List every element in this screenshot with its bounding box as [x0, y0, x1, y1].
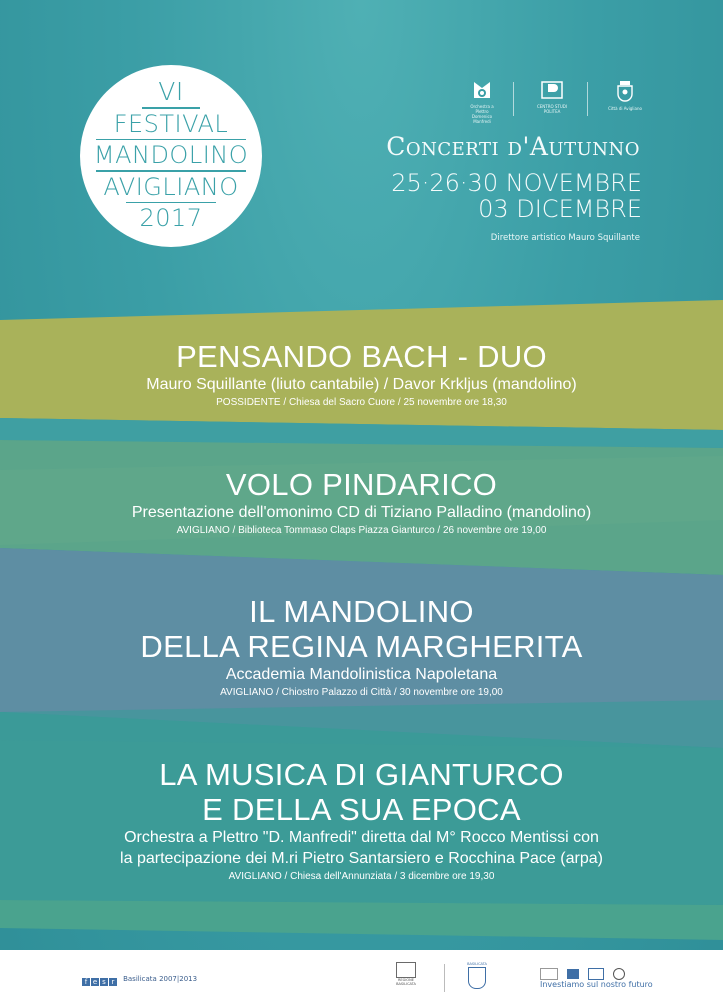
top-sponsors	[465, 80, 647, 124]
event-performers: Presentazione dell'omonimo CD di Tiziano Palladino (mandolino)	[131, 504, 592, 521]
fesr-tile: r	[109, 978, 117, 986]
fesr-logo	[82, 968, 197, 988]
dates-line-1: 25·26·30 NOVEMBRE	[391, 169, 642, 197]
band-bottom	[0, 900, 723, 940]
divider	[513, 82, 514, 116]
sponsor-politea	[535, 80, 569, 120]
orchestra-logo-icon	[472, 80, 492, 100]
fesr-tile: e	[92, 978, 98, 986]
event-block	[0, 594, 723, 701]
logo-rule	[126, 202, 216, 204]
event-city: AVIGLIANO	[220, 687, 274, 698]
event-city: AVIGLIANO	[228, 871, 282, 882]
logo-rule	[142, 107, 200, 109]
event-details: / Biblioteca Tommaso Claps Piazza Gianturco / 26 novembre ore 19,00	[229, 525, 547, 536]
event-venue	[0, 869, 723, 885]
eu-logos	[540, 963, 650, 977]
series-title: Concerti d'Autunno	[386, 132, 640, 161]
republic-emblem-icon	[613, 968, 625, 980]
politea-logo-icon	[540, 80, 564, 100]
event-performers-line-1: Orchestra a Plettro "D. Manfredi" diretta dal M° Rocco Mentissi con	[124, 829, 599, 846]
eu-flag-icon	[567, 969, 579, 979]
event-venue	[0, 685, 723, 701]
fesr-label: Basilicata 2007|2013	[123, 974, 198, 983]
programme-logo-icon	[540, 968, 558, 980]
logo-festival: FESTIVAL	[113, 109, 229, 138]
artistic-director: Direttore artistico Mauro Squillante	[490, 233, 640, 243]
event-block	[0, 757, 723, 885]
event-performers: Accademia Mandolinistica Napoletana	[225, 666, 498, 683]
divider	[587, 82, 588, 116]
basilicata-label: BASILICATA	[467, 962, 487, 966]
logo-avigliano: AVIGLIANO	[103, 172, 239, 201]
sponsor-orchestra	[465, 80, 499, 124]
festival-dates	[290, 170, 642, 222]
event-title: PENSANDO BACH - DUO	[176, 339, 547, 374]
regione-emblem-icon	[396, 962, 416, 978]
sponsor-comune	[605, 80, 645, 120]
event-performers: Mauro Squillante (liuto cantabile) / Davor Krkljus (mandolino)	[146, 376, 577, 393]
event-title-line-2: DELLA REGINA MARGHERITA	[140, 629, 583, 664]
logo-edition: VI	[158, 77, 184, 106]
event-title-line-1: IL MANDOLINO	[249, 594, 474, 629]
divider	[444, 964, 445, 992]
logo-mandolino: MANDOLINO	[93, 141, 249, 169]
event-title: VOLO PINDARICO	[225, 467, 498, 502]
festival-logo	[80, 65, 262, 247]
event-venue	[0, 523, 723, 539]
event-details: / Chiostro Palazzo di Città / 30 novembre ore 19,00	[273, 687, 503, 698]
dates-line-2: 03 DICEMBRE	[478, 195, 642, 223]
event-title-line-1: LA MUSICA DI GIANTURCO	[159, 757, 564, 792]
event-city: AVIGLIANO	[176, 525, 230, 536]
fesr-tile: f	[82, 978, 90, 986]
fesr-tiles	[82, 969, 118, 988]
event-city: POSSIDENTE	[216, 397, 281, 408]
sponsor-politea-label: CENTRO STUDI POLITEA	[536, 104, 568, 114]
event-block	[0, 339, 723, 411]
event-details: / Chiesa dell'Annunziata / 3 dicembre ore 19,30	[281, 871, 495, 882]
regione-label: REGIONE BASILICATA	[396, 978, 416, 986]
logo-year: 2017	[139, 204, 203, 232]
event-title-line-2: E DELLA SUA EPOCA	[202, 792, 521, 827]
logo-rule	[96, 139, 246, 141]
event-venue	[0, 395, 723, 411]
event-block	[0, 467, 723, 539]
event-performers-line-2: la partecipazione dei M.ri Pietro Santarsiero e Rocchina Pace (arpa)	[120, 850, 603, 867]
footer	[0, 950, 723, 1000]
shield-icon	[468, 967, 486, 989]
fesr-tile: s	[100, 978, 108, 986]
sponsor-orchestra-label: Orchestra a Plettro Domenico Manfredi	[470, 104, 494, 124]
regione-logo	[395, 962, 417, 988]
invest-slogan: Investiamo sul nostro futuro	[540, 980, 653, 989]
event-details: / Chiesa del Sacro Cuore / 25 novembre ore 18,30	[280, 397, 507, 408]
sponsor-comune-label: Città di Avigliano	[608, 106, 642, 111]
region-mini-icon	[588, 968, 604, 980]
basilicata-logo	[465, 962, 489, 994]
logo-rule	[96, 170, 246, 172]
coat-of-arms-icon	[615, 80, 635, 102]
